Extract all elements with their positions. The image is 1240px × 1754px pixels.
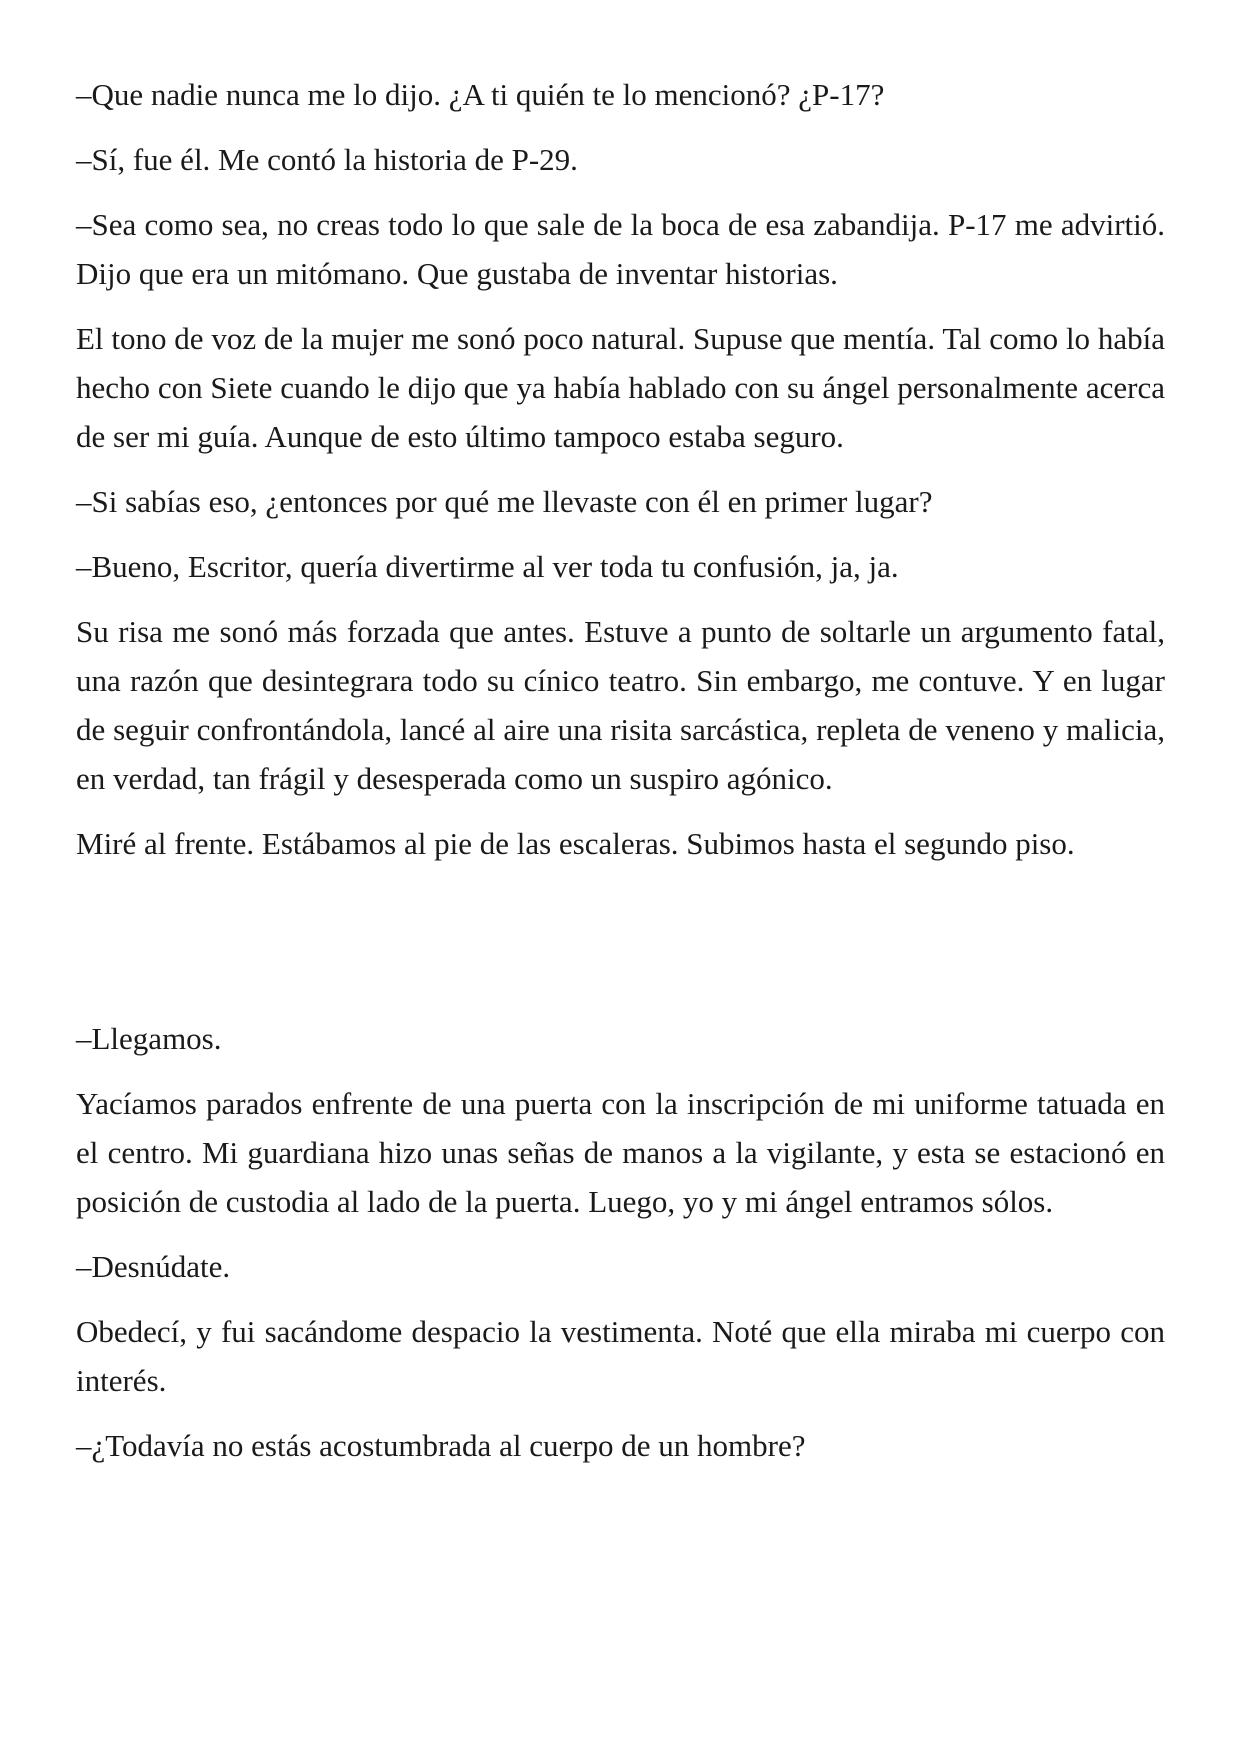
section-break — [76, 884, 1165, 1014]
narrative-paragraph: Su risa me sonó más forzada que antes. Estuve a punto de soltarle un argumento fatal, una razón que desintegrara todo su cínico teatro. Sin embargo, me contuve. Y en lugar de seguir confrontándola, lancé al aire una risita sarcástica, repleta de veneno y malicia, en verdad, tan frágil y desesperada como un suspiro agónico. — [76, 614, 1165, 796]
narrative-paragraph: Obedecí, y fui sacándome despacio la vestimenta. Noté que ella miraba mi cuerpo con interés. — [76, 1314, 1165, 1398]
narrative-paragraph: Miré al frente. Estábamos al pie de las escaleras. Subimos hasta el segundo piso. — [76, 826, 1075, 861]
dialogue-line: –Desnúdate. — [76, 1249, 231, 1284]
dialogue-paragraph: –Sea como sea, no creas todo lo que sale de la boca de esa zabandija. P-17 me advirtió. Dijo que era un mitómano. Que gustaba de inventar historias. — [76, 207, 1165, 291]
dialogue-line: –Llegamos. — [76, 1021, 222, 1056]
dialogue-line: –Bueno, Escritor, quería divertirme al ver toda tu confusión, ja, ja. — [76, 549, 899, 584]
document-page — [76, 70, 1165, 1486]
narrative-paragraph: El tono de voz de la mujer me sonó poco natural. Supuse que mentía. Tal como lo había hecho con Siete cuando le dijo que ya había hablado con su ángel personalmente acerca de ser mi guía. Aunque de esto último tampoco estaba seguro. — [76, 321, 1165, 454]
dialogue-line: –Que nadie nunca me lo dijo. ¿A ti quién te lo mencionó? ¿P-17? — [76, 77, 885, 112]
narrative-paragraph: Yacíamos parados enfrente de una puerta con la inscripción de mi uniforme tatuada en el centro. Mi guardiana hizo unas señas de manos a la vigilante, y esta se estacionó en posición de custodia al lado de la puerta. Luego, yo y mi ángel entramos sólos. — [76, 1086, 1165, 1219]
dialogue-line: –Sí, fue él. Me contó la historia de P-29. — [76, 142, 578, 177]
dialogue-line: –Si sabías eso, ¿entonces por qué me llevaste con él en primer lugar? — [76, 484, 933, 519]
dialogue-line: –¿Todavía no estás acostumbrada al cuerpo de un hombre? — [76, 1428, 806, 1463]
